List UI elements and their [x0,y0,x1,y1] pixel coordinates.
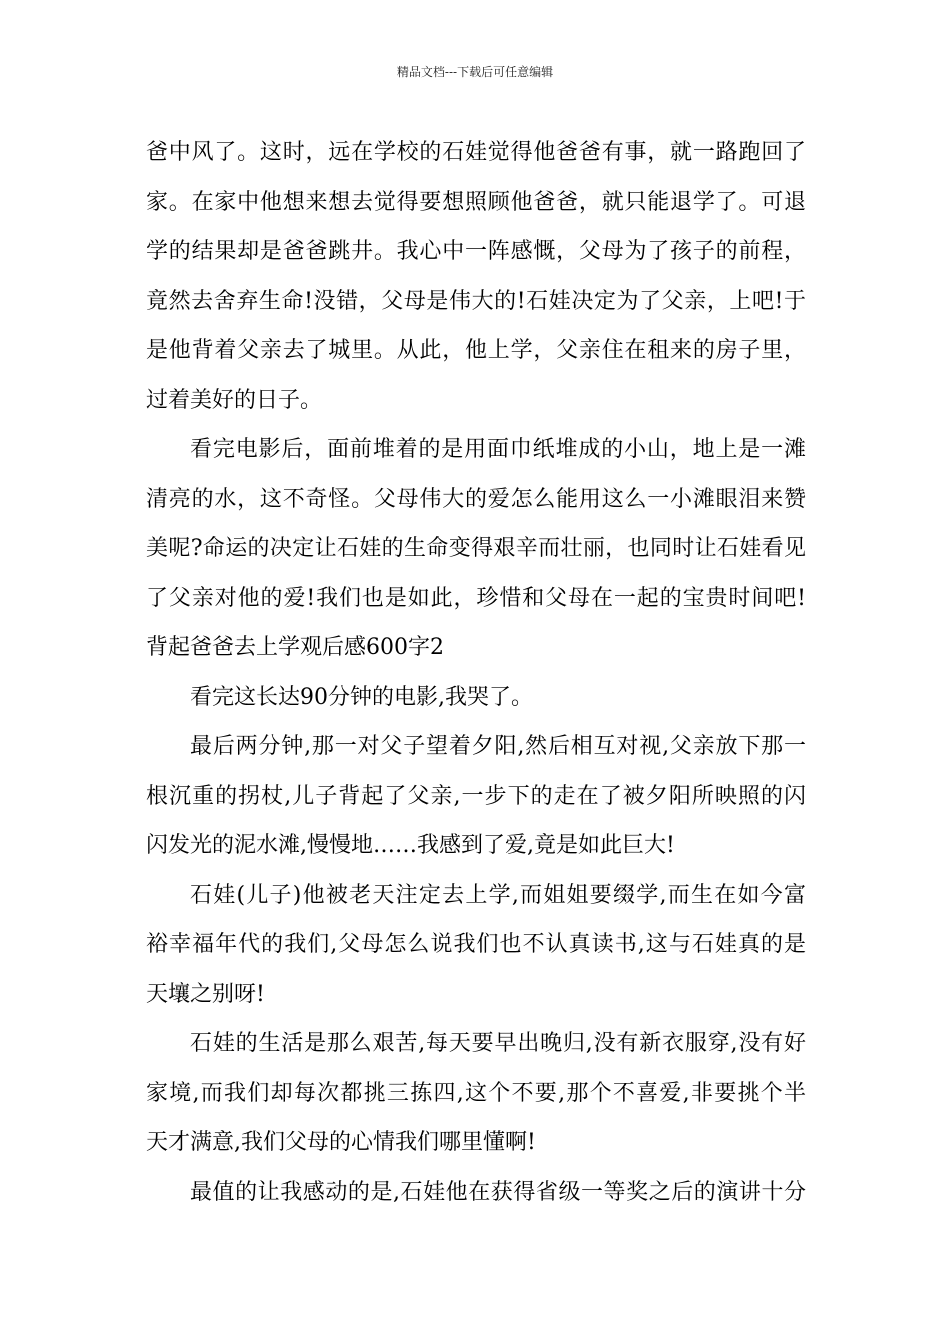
text-line: 石娃的生活是那么艰苦,每天要早出晚归,没有新衣服穿,没有好 [190,1031,806,1056]
text-line: 根沉重的拐杖,儿子背起了父亲,一步下的走在了被夕阳所映照的闪 [146,783,806,809]
text-line: 最后两分钟,那一对父子望着夕阳,然后相互对视,父亲放下那一 [190,734,806,759]
text-line: 石娃(儿子)他被老天注定去上学,而姐姐要缀学,而生在如今富 [190,882,806,908]
text-line: 家。在家中他想来想去觉得要想照顾他爸爸，就只能退学了。可退 [146,189,806,215]
text-line: 学的结果却是爸爸跳井。我心中一阵感慨，父母为了孩子的前程， [146,239,806,264]
text-line: 清亮的水，这不奇怪。父母伟大的爱怎么能用这么一小滩眼泪来赞 [146,486,806,512]
text-line: 了父亲对他的爱!我们也是如此，珍惜和父母在一起的宝贵时间吧! [146,585,806,611]
text-line: 最值的让我感动的是,石娃他在获得省级一等奖之后的演讲十分 [190,1179,806,1205]
text-line: 看完电影后，面前堆着的是用面巾纸堆成的小山，地上是一滩 [190,437,806,462]
text-line: 天壤之别呀! [146,981,265,1007]
text-line: 爸中风了。这时，远在学校的石娃觉得他爸爸有事，就一路跑回了 [146,140,806,165]
page-header: 精品文档---下载后可任意编辑 [396,65,554,79]
text-line: 竟然去舍弃生命!没错，父母是伟大的!石娃决定为了父亲，上吧!于 [146,288,806,314]
text-line: 裕幸福年代的我们,父母怎么说我们也不认真读书,这与石娃真的是 [146,932,806,957]
text-line: 家境,而我们却每次都挑三拣四,这个不要,那个不喜爱,非要挑个半 [146,1080,806,1106]
text-line: 是他背着父亲去了城里。从此，他上学，父亲住在租来的房子里， [146,338,806,363]
text-line: 美呢?命运的决定让石娃的生命变得艰辛而壮丽，也同时让石娃看见 [146,536,806,561]
text-line: 闪发光的泥水滩,慢慢地……我感到了爱,竟是如此巨大! [146,833,675,858]
document-body [146,128,806,1217]
section-heading: 背起爸爸去上学观后感600字2 [146,635,444,660]
text-line: 天才满意,我们父母的心情我们哪里懂啊! [146,1130,536,1155]
text-line: 看完这长达90分钟的电影,我哭了。 [190,684,533,710]
text-line: 过着美好的日子。 [146,387,323,413]
